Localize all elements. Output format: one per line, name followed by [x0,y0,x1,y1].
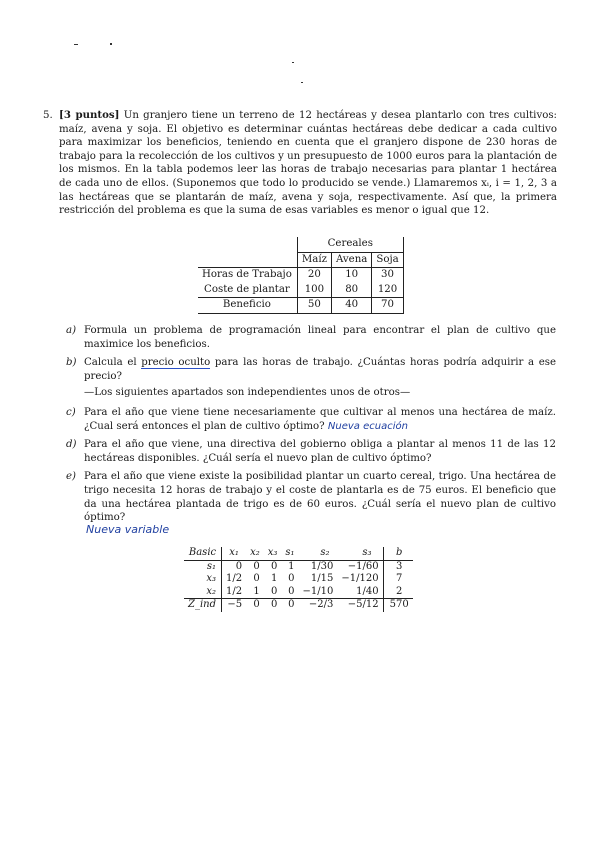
simplex-header: s₁ [281,547,298,560]
crop-row-label: Beneficio [198,298,297,314]
item-a [66,324,556,351]
simplex-cell: 1 [253,585,260,597]
problem-text: Un granjero tiene un terreno de 12 hectáreas y desea plantarlo con tres cultivos: maíz, avena y soja. El objetivo es determinar cuántas hectáreas debe dedicar a cada cultivo para maximizar los beneficios, teniendo en cuenta que el granjero dispone de 230 horas de trabajo para la recolección de los cultivos y un presupuesto de 1000 euros para la plantación de los mismos. En la tabla podemos leer las horas de trabajo necesarias para plantar 1 hectárea de cada uno de ellos. (Suponemos que todo lo producido se vende.) Llamaremos xᵢ, i = 1, 2, 3 a las hectáreas que se plantarán de maíz, avena y soja, respectivamente. Así que, la primera restricción del problema es que la suma de esas variables es menor o igual que 12. [59,110,557,217]
item-label: d) [66,439,77,451]
crop-col-header: Maíz [297,252,331,268]
crop-table [198,237,404,314]
scan-mark [301,82,303,83]
simplex-cell: 2 [383,586,413,599]
problem-number: 5. [43,110,53,121]
simplex-cell: 0 [246,599,264,612]
handwritten-annotation: Nueva ecuación [327,420,408,432]
simplex-cell: 1/30 [310,560,334,572]
simplex-header: b [383,547,413,560]
simplex-cell: 1/2 [226,585,243,597]
simplex-header: s₂ [299,547,338,560]
simplex-header: s₃ [337,547,383,560]
simplex-cell: 7 [383,573,413,586]
simplex-basic: Z_ind [184,599,222,612]
simplex-header: Basic [184,547,222,560]
simplex-cell: 1/2 [226,573,243,584]
simplex-cell: 0 [235,560,243,572]
item-c [66,406,556,433]
item-text: para las horas de trabajo. ¿Cuántas horas podría adquirir a ese precio? [84,357,556,382]
simplex-cell: 0 [264,599,282,612]
simplex-cell: 3 [383,560,413,573]
simplex-cell: 1/40 [356,585,379,597]
crop-cell: 20 [297,268,331,283]
scan-mark [292,62,294,63]
simplex-cell: −1/120 [341,573,379,584]
sub-questions [66,324,556,530]
simplex-cell: −1/10 [302,585,334,597]
crop-cell: 70 [372,298,403,314]
crop-cell: 10 [331,268,371,283]
item-text: Para el año que viene tiene necesariamente que cultivar al menos una hectárea de maíz. ¿Cual será entonces el plan de cultivo óptimo? [84,406,556,432]
crop-row-label: Coste de plantar [198,283,297,298]
item-e [66,470,556,524]
simplex-basic: x₃ [184,573,222,586]
scan-mark [110,43,112,45]
problem-statement [43,109,557,218]
simplex-cell: −5/12 [337,599,383,612]
crop-cell: 120 [372,283,403,298]
item-b [66,356,556,383]
item-text: Para el año que viene, una directiva del gobierno obliga a plantar al menos 11 de las 12 hectáreas disponibles. ¿Cuál sería el nuevo plan de cultivo óptimo? [84,439,556,464]
crop-group-header: Cereales [297,237,403,252]
simplex-cell: 1 [271,573,278,584]
crop-cell: 40 [331,298,371,314]
item-label: e) [66,471,77,483]
simplex-cell: 1 [288,560,295,572]
simplex-basic: s₁ [184,560,222,573]
crop-row-label: Horas de Trabajo [198,268,297,283]
item-text: Calcula el [84,357,142,369]
simplex-cell: 0 [271,560,278,572]
simplex-header: x₂ [246,547,264,560]
simplex-table [184,547,413,612]
item-label: a) [66,325,77,336]
item-text: Formula un problema de programación lineal para encontrar el plan de cultivo que maximice los beneficios. [84,325,556,350]
simplex-cell: 0 [253,560,260,572]
independence-note: —Los siguientes apartados son independientes unos de otros— [84,387,411,399]
simplex-cell: 570 [383,599,413,612]
simplex-cell: 0 [281,599,298,612]
crop-col-header: Soja [372,252,403,268]
crop-cell: 50 [297,298,331,314]
handwritten-annotation: Nueva variable [86,523,170,536]
simplex-basic: x₂ [184,586,222,599]
simplex-cell: 1/15 [310,573,334,584]
simplex-cell: 0 [271,585,278,597]
item-label: b) [66,357,77,369]
crop-col-header: Avena [331,252,371,268]
simplex-cell: −2/3 [299,599,338,612]
scan-mark [74,44,78,45]
item-text: Para el año que viene existe la posibilidad plantar un cuarto cereal, trigo. Una hectárea de trigo necesita 12 horas de trabajo y el coste de plantarla es de 75 euros. El beneficio que da una hectárea plantada de trigo es de 60 euros. ¿Cuál sería el nuevo plan de cultivo óptimo? [84,471,556,524]
simplex-cell: 0 [288,585,295,597]
underlined-term: precio oculto [141,357,211,369]
problem-points: [3 puntos] [59,109,120,121]
simplex-header: x₃ [264,547,282,560]
simplex-header: x₁ [222,547,247,560]
simplex-cell: 0 [288,573,295,584]
item-d [66,438,556,465]
simplex-cell: 0 [253,573,260,584]
simplex-cell: −5 [222,599,247,612]
simplex-cell: −1/60 [347,560,379,572]
crop-cell: 100 [297,283,331,298]
crop-cell: 80 [331,283,371,298]
crop-cell: 30 [372,268,403,283]
item-label: c) [66,406,76,418]
